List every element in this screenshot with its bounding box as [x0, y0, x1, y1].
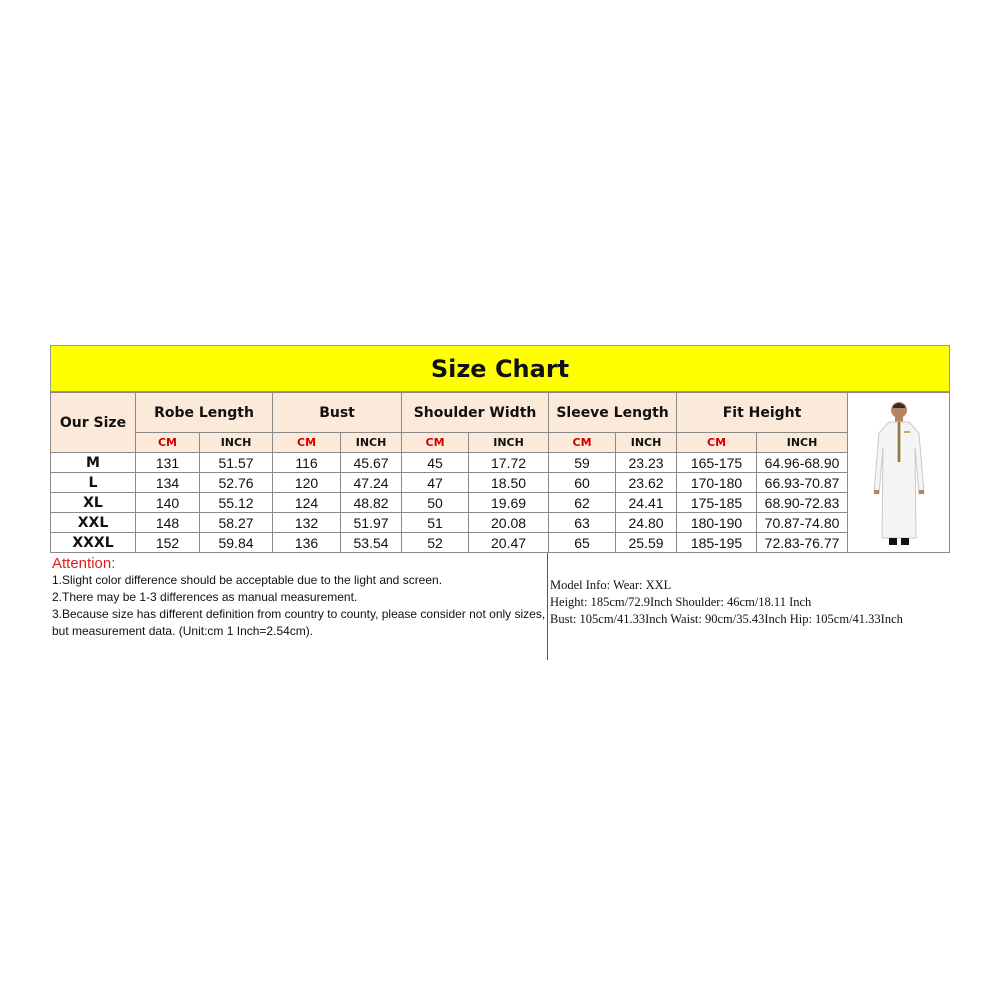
table-cell: 51 — [402, 513, 469, 533]
table-cell: 47.24 — [341, 473, 402, 493]
size-label: XXXL — [51, 533, 136, 553]
table-cell: 20.47 — [469, 533, 549, 553]
table-row — [51, 473, 848, 493]
note-line: 2.There may be 1-3 differences as manual measurement. — [52, 590, 358, 604]
size-table — [50, 392, 848, 553]
table-cell: 165-175 — [677, 453, 757, 473]
table-cell: 132 — [273, 513, 341, 533]
chart-body — [50, 392, 950, 553]
table-cell: 23.23 — [616, 453, 677, 473]
unit-cm: CM — [677, 433, 757, 453]
table-cell: 45.67 — [341, 453, 402, 473]
size-label: L — [51, 473, 136, 493]
table-cell: 120 — [273, 473, 341, 493]
attention-heading: Attention: — [52, 555, 116, 572]
size-label: XXL — [51, 513, 136, 533]
table-cell: 70.87-74.80 — [757, 513, 848, 533]
notes-section — [50, 553, 950, 660]
table-cell: 136 — [273, 533, 341, 553]
fit-height-header: Fit Height — [677, 393, 848, 433]
table-cell: 25.59 — [616, 533, 677, 553]
model-info-line: Model Info: Wear: XXL — [550, 578, 672, 592]
model-photo-cell — [848, 392, 950, 553]
size-label: XL — [51, 493, 136, 513]
attention-block — [50, 553, 548, 660]
size-chart — [50, 345, 950, 660]
robe-length-header: Robe Length — [136, 393, 273, 433]
header-row — [51, 393, 848, 433]
table-cell: 116 — [273, 453, 341, 473]
table-cell: 55.12 — [200, 493, 273, 513]
table-cell: 52.76 — [200, 473, 273, 493]
table-cell: 58.27 — [200, 513, 273, 533]
table-cell: 45 — [402, 453, 469, 473]
table-cell: 23.62 — [616, 473, 677, 493]
table-cell: 50 — [402, 493, 469, 513]
table-cell: 59.84 — [200, 533, 273, 553]
unit-cm: CM — [273, 433, 341, 453]
unit-row — [51, 433, 848, 453]
our-size-header: Our Size — [51, 393, 136, 453]
table-cell: 72.83-76.77 — [757, 533, 848, 553]
table-cell: 24.41 — [616, 493, 677, 513]
table-cell: 20.08 — [469, 513, 549, 533]
table-row — [51, 493, 848, 513]
table-row — [51, 453, 848, 473]
table-cell: 48.82 — [341, 493, 402, 513]
model-info-line: Height: 185cm/72.9Inch Shoulder: 46cm/18.11 Inch — [550, 595, 812, 609]
table-cell: 18.50 — [469, 473, 549, 493]
model-info-line: Bust: 105cm/41.33Inch Waist: 90cm/35.43Inch Hip: 105cm/41.33Inch — [550, 612, 903, 626]
table-cell: 140 — [136, 493, 200, 513]
table-cell: 52 — [402, 533, 469, 553]
chart-title: Size Chart — [50, 345, 950, 392]
table-cell: 62 — [549, 493, 616, 513]
table-cell: 59 — [549, 453, 616, 473]
model-info-block — [548, 553, 903, 660]
unit-inch: INCH — [200, 433, 273, 453]
table-cell: 64.96-68.90 — [757, 453, 848, 473]
table-cell: 47 — [402, 473, 469, 493]
table-cell: 124 — [273, 493, 341, 513]
bust-header: Bust — [273, 393, 402, 433]
table-cell: 134 — [136, 473, 200, 493]
note-line: 3.Because size has different definition from country to county, please consider not only sizes, but measurement data. (Unit:cm 1 Inch=2.54cm). — [52, 607, 546, 638]
table-cell: 68.90-72.83 — [757, 493, 848, 513]
table-row — [51, 533, 848, 553]
table-cell: 19.69 — [469, 493, 549, 513]
unit-inch: INCH — [757, 433, 848, 453]
size-label: M — [51, 453, 136, 473]
table-cell: 185-195 — [677, 533, 757, 553]
shoulder-width-header: Shoulder Width — [402, 393, 549, 433]
table-cell: 180-190 — [677, 513, 757, 533]
note-line: 1.Slight color difference should be acceptable due to the light and screen. — [52, 573, 443, 587]
unit-inch: INCH — [469, 433, 549, 453]
unit-cm: CM — [402, 433, 469, 453]
table-cell: 24.80 — [616, 513, 677, 533]
sleeve-length-header: Sleeve Length — [549, 393, 677, 433]
table-cell: 53.54 — [341, 533, 402, 553]
table-cell: 131 — [136, 453, 200, 473]
table-cell: 63 — [549, 513, 616, 533]
table-cell: 175-185 — [677, 493, 757, 513]
table-cell: 65 — [549, 533, 616, 553]
table-cell: 66.93-70.87 — [757, 473, 848, 493]
robe-model-icon — [869, 398, 929, 548]
unit-cm: CM — [136, 433, 200, 453]
unit-inch: INCH — [341, 433, 402, 453]
table-cell: 60 — [549, 473, 616, 493]
table-cell: 148 — [136, 513, 200, 533]
table-row — [51, 513, 848, 533]
unit-inch: INCH — [616, 433, 677, 453]
table-cell: 170-180 — [677, 473, 757, 493]
table-cell: 51.57 — [200, 453, 273, 473]
unit-cm: CM — [549, 433, 616, 453]
table-cell: 152 — [136, 533, 200, 553]
table-cell: 51.97 — [341, 513, 402, 533]
table-cell: 17.72 — [469, 453, 549, 473]
